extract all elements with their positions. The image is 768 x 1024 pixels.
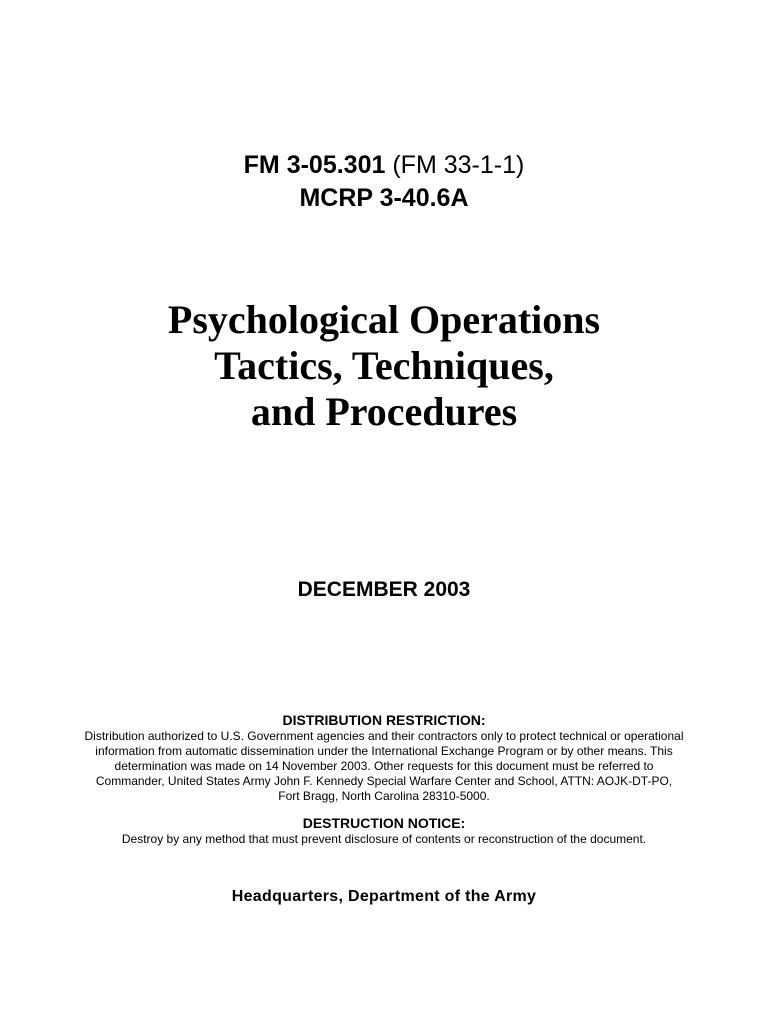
title-line-3: and Procedures	[250, 389, 518, 434]
distribution-restriction-notice	[84, 712, 684, 804]
destruction-notice-text: Destroy by any method that must prevent disclosure of contents or reconstruction of the document.	[121, 832, 647, 846]
title-line-2: Tactics, Techniques,	[214, 343, 554, 388]
destruction-notice	[84, 815, 684, 847]
document-title	[0, 297, 768, 435]
field-manual-number: FM 3-05.301	[243, 151, 386, 179]
field-manual-designation	[0, 153, 768, 178]
mcrp-designation: MCRP 3-40.6A	[299, 184, 469, 212]
distribution-restriction-text: Distribution authorized to U.S. Government agencies and their contractors only to protect technical or operational information from automatic dissemination under the International Exchange Program or by other means. This determination was made on 14 November 2003. Other requests for this document must be referred to Commander, United States Army John F. Kennedy Special Warfare Center and School, ATTN: AOJK-DT-PO, Fort Bragg, North Carolina 28310-5000.	[84, 729, 684, 803]
distribution-restriction-heading: DISTRIBUTION RESTRICTION:	[282, 712, 486, 728]
publication-date: DECEMBER 2003	[297, 578, 471, 601]
superseded-manual-number: (FM 33-1-1)	[392, 151, 525, 179]
issuing-authority: Headquarters, Department of the Army	[231, 888, 537, 905]
destruction-notice-heading: DESTRUCTION NOTICE:	[302, 815, 466, 831]
title-line-1: Psychological Operations	[167, 297, 601, 342]
